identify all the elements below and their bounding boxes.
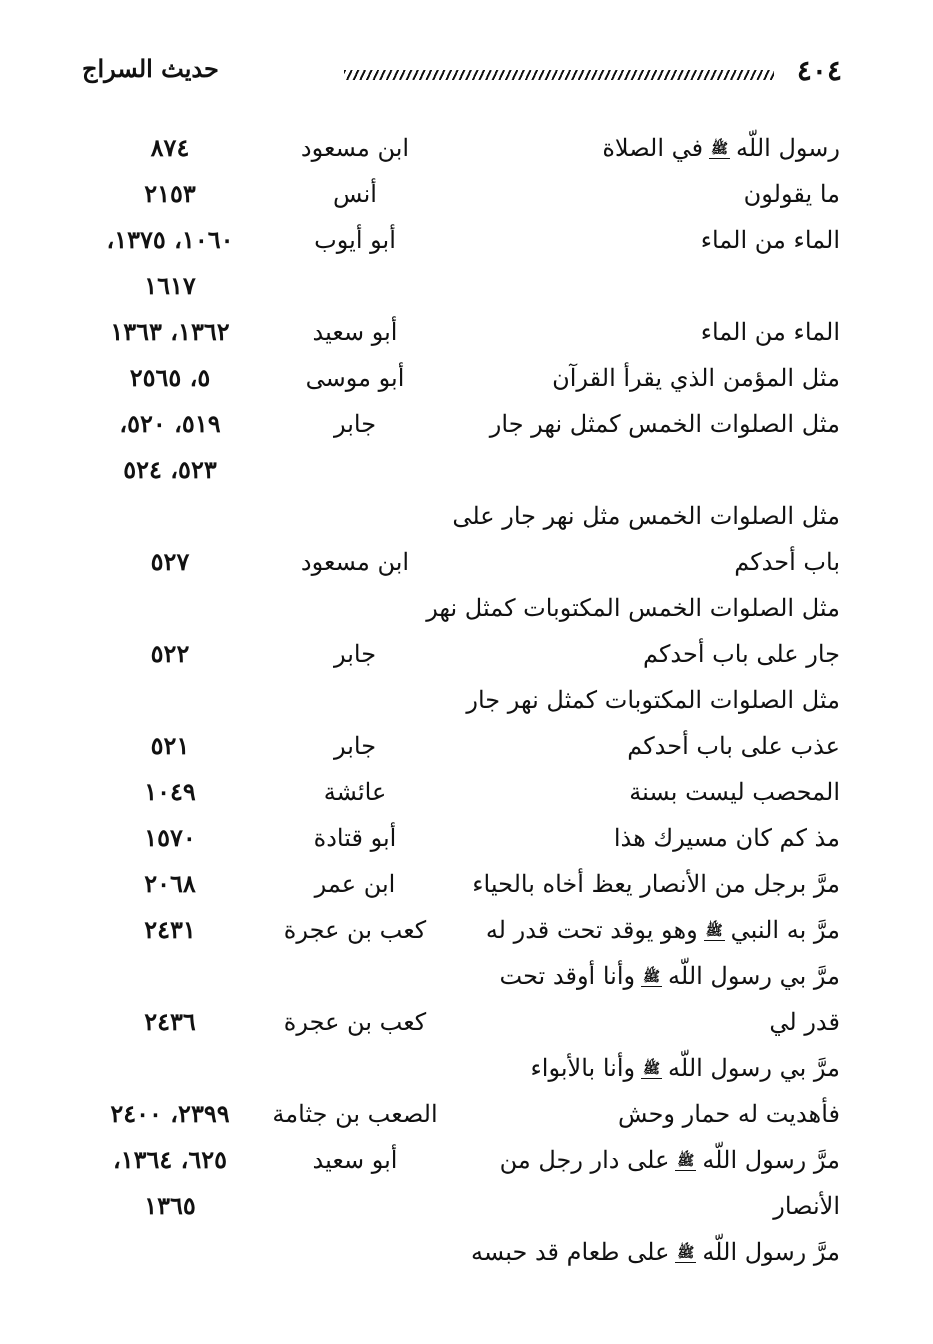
hadith-text: فأهديت له حمار وحش bbox=[618, 1100, 840, 1128]
hadith-text: مرَّ بي رسول اللّهﷺوأنا أوقد تحت bbox=[499, 962, 840, 990]
narrator: أبو موسى bbox=[305, 364, 405, 392]
hadith-numbers: ٢٤٣١ bbox=[144, 915, 196, 944]
hadith-numbers: ١٠٤٩ bbox=[144, 777, 196, 806]
hadith-numbers: ٢٠٦٨ bbox=[144, 869, 196, 898]
narrator: كعب بن عجرة bbox=[283, 916, 427, 944]
hadith-numbers: ٥٢١ bbox=[150, 731, 190, 760]
hadith-numbers: ٥١٩، ٥٢٠، bbox=[119, 409, 221, 438]
narrator: جابر bbox=[333, 410, 377, 438]
index-line bbox=[0, 1091, 933, 1137]
hadith-text: مرَّ رسول اللّهﷺعلى دار رجل من bbox=[499, 1146, 840, 1174]
hadith-numbers: ٥٢٢ bbox=[150, 639, 190, 668]
salutation-symbol: ﷺ bbox=[677, 1245, 695, 1261]
index-line bbox=[0, 907, 933, 953]
index-table bbox=[0, 125, 933, 1275]
hadith-numbers: ١٠٦٠، ١٣٧٥، bbox=[106, 225, 234, 254]
salutation-symbol: ﷺ bbox=[711, 141, 729, 157]
index-line bbox=[0, 631, 933, 677]
index-line bbox=[0, 171, 933, 217]
hadith-numbers: ٨٧٤ bbox=[150, 133, 190, 162]
hadith-text: مرَّ رسول اللّهﷺعلى طعام قد حبسه bbox=[470, 1238, 840, 1266]
hadith-text: جار على باب أحدكم bbox=[643, 640, 840, 668]
hadith-numbers: ١٦١٧ bbox=[144, 271, 196, 300]
narrator: جابر bbox=[333, 640, 377, 668]
hadith-text: مذ كم كان مسيرك هذا bbox=[613, 824, 840, 852]
index-line bbox=[0, 125, 933, 171]
narrator: ابن مسعود bbox=[300, 134, 410, 162]
index-line bbox=[0, 1045, 933, 1091]
index-line bbox=[0, 861, 933, 907]
salutation-symbol: ﷺ bbox=[643, 969, 660, 985]
hadith-text: عذب على باب أحدكم bbox=[627, 732, 840, 760]
hadith-text: مرَّ به النبيﷺوهو يوقد تحت قدر له bbox=[485, 916, 840, 944]
index-line bbox=[0, 953, 933, 999]
hadith-numbers: ١٣٦٥ bbox=[144, 1191, 196, 1220]
narrator: عائشة bbox=[323, 778, 387, 806]
narrator: ابن عمر bbox=[314, 870, 396, 898]
index-line bbox=[0, 217, 933, 263]
narrator: الصعب بن جثامة bbox=[272, 1100, 438, 1128]
salutation-symbol: ﷺ bbox=[643, 1061, 660, 1077]
hadith-numbers: ٢٤٣٦ bbox=[144, 1007, 196, 1036]
narrator: أبو قتادة bbox=[313, 824, 397, 852]
hadith-numbers: ٥، ٢٥٦٥ bbox=[129, 363, 211, 392]
hadith-text: قدر لي bbox=[769, 1008, 840, 1036]
hadith-numbers: ٦٢٥، ١٣٦٤، bbox=[112, 1145, 228, 1174]
index-line bbox=[0, 539, 933, 585]
hadith-text: مثل المؤمن الذي يقرأ القرآن bbox=[552, 364, 840, 392]
hadith-text: المحصب ليست بسنة bbox=[629, 778, 840, 806]
hadith-text: رسول اللّهﷺفي الصلاة bbox=[602, 134, 840, 162]
narrator: ابن مسعود bbox=[300, 548, 410, 576]
index-line bbox=[0, 1229, 933, 1275]
index-line bbox=[0, 309, 933, 355]
hadith-numbers: ١٣٦٢، ١٣٦٣ bbox=[110, 317, 230, 346]
page-header bbox=[82, 54, 842, 94]
index-line bbox=[0, 769, 933, 815]
hadith-text: الأنصار bbox=[773, 1192, 840, 1220]
narrator: أبو سعيد bbox=[312, 1146, 398, 1174]
hadith-text: مرَّ بي رسول اللّهﷺوأنا بالأبواء bbox=[530, 1054, 840, 1082]
hadith-text: مثل الصلوات الخمس المكتوبات كمثل نهر bbox=[426, 594, 840, 622]
narrator: جابر bbox=[333, 732, 377, 760]
narrator: أنس bbox=[333, 180, 377, 208]
index-line bbox=[0, 723, 933, 769]
salutation-symbol: ﷺ bbox=[705, 923, 723, 939]
narrator: كعب بن عجرة bbox=[283, 1008, 427, 1036]
index-line bbox=[0, 263, 933, 309]
hadith-numbers: ١٥٧٠ bbox=[144, 823, 196, 852]
index-line bbox=[0, 1137, 933, 1183]
index-line bbox=[0, 677, 933, 723]
index-line bbox=[0, 1183, 933, 1229]
index-line bbox=[0, 999, 933, 1045]
salutation-symbol: ﷺ bbox=[677, 1153, 695, 1169]
index-line bbox=[0, 355, 933, 401]
hadith-text: مثل الصلوات المكتوبات كمثل نهر جار bbox=[466, 686, 840, 714]
index-line bbox=[0, 493, 933, 539]
hadith-numbers: ٥٢٧ bbox=[150, 547, 190, 576]
narrator: أبو سعيد bbox=[312, 318, 398, 346]
hadith-numbers: ٢١٥٣ bbox=[144, 179, 196, 208]
hadith-text: باب أحدكم bbox=[734, 548, 840, 576]
header-rule bbox=[344, 70, 774, 80]
hadith-numbers: ٢٣٩٩، ٢٤٠٠ bbox=[110, 1099, 230, 1128]
hadith-text: مثل الصلوات الخمس كمثل نهر جار bbox=[489, 410, 840, 438]
index-line bbox=[0, 815, 933, 861]
index-line bbox=[0, 585, 933, 631]
hadith-text: ما يقولون bbox=[743, 180, 840, 208]
hadith-numbers: ٥٢٣، ٥٢٤ bbox=[123, 455, 217, 484]
book-title: حديث السراج bbox=[82, 54, 219, 83]
page-number: ٤٠٤ bbox=[796, 54, 842, 87]
hadith-text: الماء من الماء bbox=[700, 318, 840, 346]
hadith-text: مثل الصلوات الخمس مثل نهر جار على bbox=[452, 502, 840, 530]
index-line bbox=[0, 401, 933, 447]
narrator: أبو أيوب bbox=[314, 226, 396, 254]
hadith-text: مرَّ برجل من الأنصار يعظ أخاه بالحياء bbox=[472, 870, 840, 898]
index-line bbox=[0, 447, 933, 493]
hadith-text: الماء من الماء bbox=[700, 226, 840, 254]
